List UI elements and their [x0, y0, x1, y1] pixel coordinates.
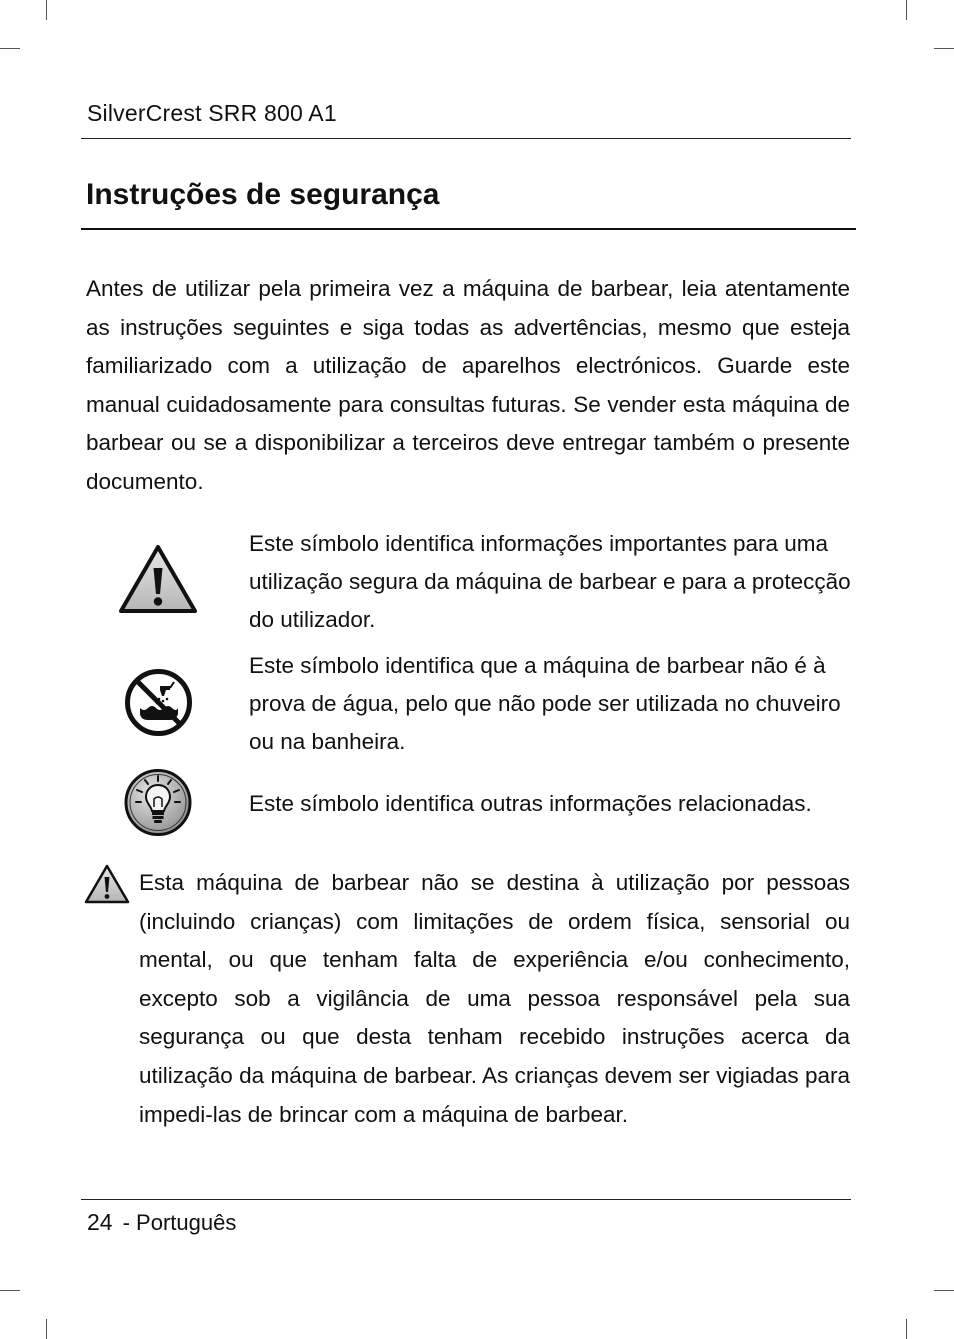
footer-divider [81, 1199, 851, 1200]
crop-mark [906, 1319, 907, 1339]
footer-language: - Português [122, 1210, 237, 1235]
crop-mark [934, 1290, 954, 1291]
crop-mark [0, 48, 20, 49]
crop-mark [46, 0, 47, 20]
title-divider [81, 228, 856, 230]
lightbulb-icon [123, 767, 193, 843]
symbol-description: Este símbolo identifica outras informações relacionadas. [249, 791, 812, 816]
no-water-icon [124, 668, 193, 742]
warning-triangle-icon [84, 864, 130, 909]
symbol-description: Este símbolo identifica informações importantes para uma utilização segura da máquina de barbear e para a protecção do utilizador. [249, 531, 851, 632]
symbol-description: Este símbolo identifica que a máquina de barbear não é à prova de água, pelo que não pode ser utilizada no chuveiro ou na banheira. [249, 653, 841, 754]
crop-mark [0, 1290, 20, 1291]
warning-triangle-icon [118, 544, 198, 620]
intro-paragraph: Antes de utilizar pela primeira vez a máquina de barbear, leia atentamente as instruções seguintes e siga todas as advertências, mesmo que esteja familiarizado com a utilização de aparelhos electrónicos. Guarde este manual cuidadosamente para consultas futuras. Se vender esta máquina de barbear ou se a disponibilizar a terceiros deve entregar também o presente documento. [86, 276, 850, 494]
warning-paragraph: Esta máquina de barbear não se destina à utilização por pessoas (incluindo crianças) com limitações de ordem física, sensorial ou mental, ou que tenham falta de experiência e/ou conhecimento, excepto sob a vigilância de uma pessoa responsável pela sua segurança ou que desta tenham recebido instruções acerca da utilização da máquina de barbear. As crianças devem ser vigiadas para impedi-las de brincar com a máquina de barbear. [139, 870, 850, 1127]
crop-mark [46, 1319, 47, 1339]
header-divider [81, 138, 851, 139]
section-title: Instruções de segurança [86, 178, 440, 211]
crop-mark [906, 0, 907, 20]
page-number: 24 [87, 1209, 113, 1235]
page-footer [87, 1209, 236, 1236]
crop-mark [934, 48, 954, 49]
running-header: SilverCrest SRR 800 A1 [87, 100, 337, 126]
